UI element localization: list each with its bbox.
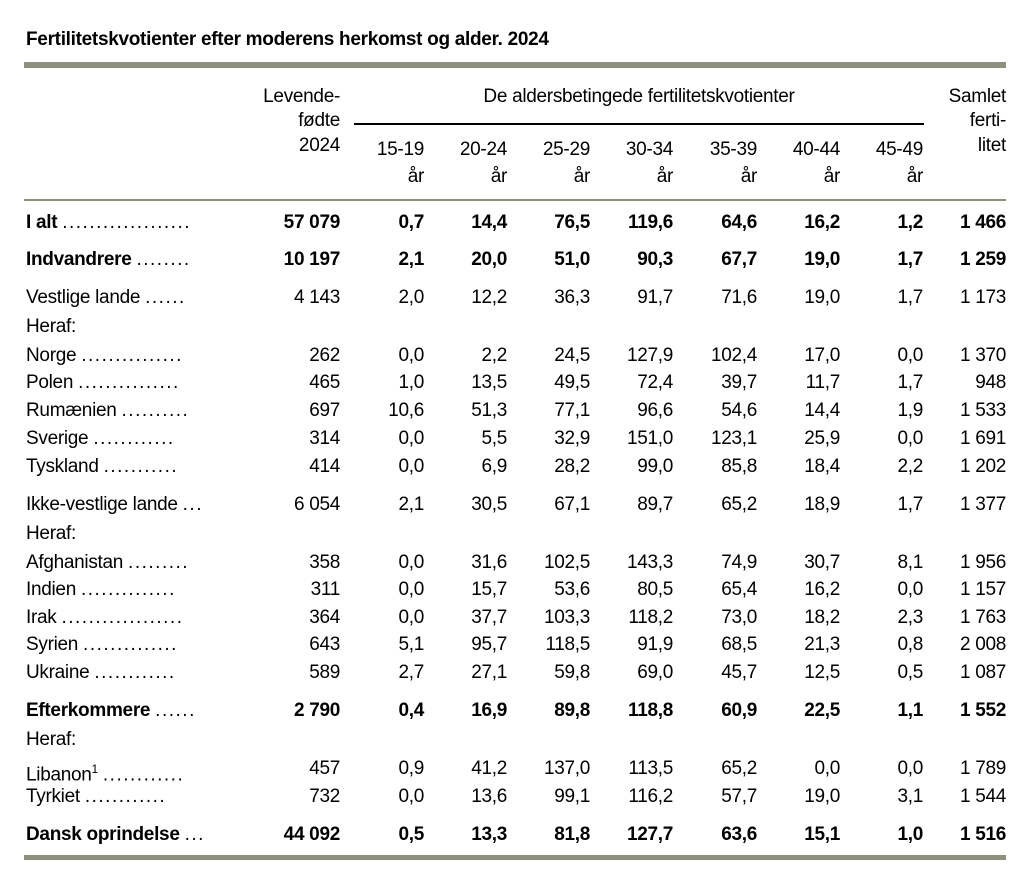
footnote-marker: 1 — [91, 762, 98, 776]
table-cell: 6 054 — [293, 494, 340, 515]
table-cell: 67,1 — [554, 494, 590, 515]
table-cell: 1,0 — [398, 372, 424, 393]
table-cell: 74,9 — [721, 552, 757, 573]
header-age-unit: år — [656, 166, 673, 187]
table-cell: 1 789 — [959, 758, 1006, 779]
row-label — [26, 727, 231, 753]
table-cell: 358 — [309, 552, 340, 573]
table-cell: 12,2 — [471, 287, 507, 308]
table-cell: 4 143 — [293, 287, 340, 308]
table-cell: 22,5 — [804, 700, 840, 721]
table-cell: 19,0 — [804, 786, 840, 807]
leader-dots: .............. — [83, 634, 178, 655]
table-row — [0, 343, 1032, 369]
table-cell: 10 197 — [283, 249, 340, 270]
leader-dots: ............... — [78, 372, 180, 393]
table-cell: 18,4 — [804, 456, 840, 477]
table-cell: 67,7 — [721, 249, 757, 270]
table-row — [0, 247, 1032, 273]
table-cell: 0,0 — [897, 345, 923, 366]
table-cell: 77,1 — [554, 400, 590, 421]
table-cell: 68,5 — [721, 634, 757, 655]
table-cell: 13,5 — [471, 372, 507, 393]
table-cell: 41,2 — [471, 758, 507, 779]
leader-dots: ...... — [145, 287, 186, 308]
table-cell: 99,1 — [554, 786, 590, 807]
table-cell: 45,7 — [721, 662, 757, 683]
table-cell: 0,0 — [897, 758, 923, 779]
table-cell: 72,4 — [637, 372, 673, 393]
table-cell: 414 — [309, 456, 340, 477]
table-cell: 53,6 — [554, 579, 590, 600]
table-cell: 643 — [309, 634, 340, 655]
row-label — [26, 492, 231, 518]
table-cell: 0,0 — [897, 579, 923, 600]
table-cell: 31,6 — [471, 552, 507, 573]
header-age-range: 45-49 — [875, 139, 923, 160]
table-cell: 85,8 — [721, 456, 757, 477]
table-cell: 123,1 — [710, 428, 757, 449]
leader-dots: ... — [182, 494, 203, 515]
header-births-line1: Levende- — [263, 86, 340, 107]
table-cell: 1,7 — [897, 372, 923, 393]
table-cell: 1 956 — [959, 552, 1006, 573]
table-cell: 113,5 — [628, 758, 673, 779]
table-cell: 3,1 — [897, 786, 923, 807]
table-cell: 65,4 — [721, 579, 757, 600]
header-age-range: 20-24 — [459, 139, 507, 160]
table-cell: 18,9 — [804, 494, 840, 515]
leader-dots: ............ — [102, 764, 185, 786]
leader-dots: ........ — [136, 249, 191, 270]
table-cell: 91,9 — [637, 634, 673, 655]
table-cell: 60,9 — [721, 700, 757, 721]
table-row — [0, 550, 1032, 576]
header-age-range: 30-34 — [625, 139, 673, 160]
table-row — [0, 605, 1032, 631]
row-label — [26, 343, 231, 369]
table-cell: 2,0 — [398, 287, 424, 308]
row-label — [26, 210, 231, 236]
table-row — [0, 660, 1032, 686]
table-cell: 5,1 — [398, 634, 424, 655]
row-label-text: Vestlige lande — [26, 287, 141, 308]
table-cell: 1,7 — [897, 287, 923, 308]
table-cell: 18,2 — [804, 607, 840, 628]
table-cell: 2 790 — [293, 700, 340, 721]
table-cell: 262 — [309, 345, 340, 366]
table-cell: 1 691 — [959, 428, 1006, 449]
header-group-rule — [354, 123, 924, 125]
row-label-text: Sverige — [26, 428, 89, 449]
table-cell: 5,5 — [481, 428, 507, 449]
table-cell: 12,5 — [804, 662, 840, 683]
table-cell: 14,4 — [471, 212, 507, 233]
table-cell: 116,2 — [628, 786, 673, 807]
table-cell: 49,5 — [554, 372, 590, 393]
table-cell: 457 — [309, 758, 340, 779]
table-cell: 1 544 — [959, 786, 1006, 807]
header-age-unit: år — [740, 166, 757, 187]
table-cell: 65,2 — [721, 494, 757, 515]
table-cell: 20,0 — [471, 249, 507, 270]
header-total-line3: litet — [977, 135, 1006, 156]
table-cell: 118,2 — [628, 607, 673, 628]
row-label — [26, 605, 231, 631]
table-cell: 13,6 — [471, 786, 507, 807]
header-total-line1: Samlet — [948, 86, 1006, 107]
row-label-text: Indien — [26, 579, 76, 600]
table-row — [0, 426, 1032, 452]
table-cell: 0,9 — [398, 758, 424, 779]
row-label-text: Ikke-vestlige lande — [26, 494, 178, 515]
row-label-text: Indvandrere — [26, 249, 132, 270]
table-cell: 10,6 — [388, 400, 424, 421]
table-cell: 27,1 — [471, 662, 507, 683]
table-cell: 103,3 — [543, 607, 590, 628]
table-cell: 364 — [309, 607, 340, 628]
leader-dots: ........... — [103, 456, 179, 477]
table-cell: 65,2 — [721, 758, 757, 779]
table-row — [0, 398, 1032, 424]
table-cell: 90,3 — [637, 249, 673, 270]
leader-dots: ................... — [62, 212, 192, 233]
row-label-text: Irak — [26, 607, 57, 628]
table-row — [0, 454, 1032, 480]
table-cell: 11,7 — [805, 372, 840, 393]
table-row — [0, 698, 1032, 724]
table-cell: 137,0 — [543, 758, 590, 779]
leader-dots: .............. — [80, 579, 176, 600]
table-cell: 1 763 — [959, 607, 1006, 628]
leader-dots: ... — [184, 824, 205, 845]
row-label — [26, 247, 231, 273]
header-age-range: 40-44 — [792, 139, 840, 160]
table-cell: 0,0 — [897, 428, 923, 449]
table-cell: 30,7 — [804, 552, 840, 573]
table-cell: 0,0 — [398, 456, 424, 477]
table-cell: 36,3 — [554, 287, 590, 308]
table-cell: 1,1 — [897, 700, 923, 721]
row-label — [26, 577, 231, 603]
table-row — [0, 210, 1032, 236]
row-label — [26, 660, 231, 686]
header-age-range: 25-29 — [542, 139, 590, 160]
table-cell: 118,5 — [545, 634, 590, 655]
table-cell: 24,5 — [554, 345, 590, 366]
table-cell: 1 202 — [959, 456, 1006, 477]
table-cell: 1 552 — [959, 700, 1006, 721]
row-label-text: Dansk oprindelse — [26, 824, 180, 845]
table-cell: 54,6 — [721, 400, 757, 421]
table-cell: 1 259 — [959, 249, 1006, 270]
row-label-text: Libanon — [26, 764, 92, 786]
table-cell: 39,7 — [721, 372, 757, 393]
header-age-unit: år — [906, 166, 923, 187]
leader-dots: .......... — [121, 400, 190, 421]
table-cell: 14,4 — [804, 400, 840, 421]
row-label — [26, 822, 231, 848]
table-cell: 15,1 — [804, 824, 840, 845]
table-cell: 28,2 — [554, 456, 590, 477]
table-row — [0, 822, 1032, 848]
table-cell: 697 — [309, 400, 340, 421]
row-label — [26, 314, 231, 340]
row-label-text: Heraf: — [26, 523, 76, 544]
table-row — [0, 370, 1032, 396]
table-cell: 311 — [310, 579, 340, 600]
leader-dots: ............ — [94, 662, 176, 683]
table-cell: 57 079 — [283, 212, 340, 233]
table-cell: 21,3 — [804, 634, 840, 655]
table-cell: 948 — [975, 372, 1006, 393]
header-births-line2: fødte — [298, 110, 340, 131]
header-age-unit: år — [823, 166, 840, 187]
header-age-unit: år — [407, 166, 424, 187]
row-label — [26, 426, 231, 452]
row-label — [26, 632, 231, 658]
table-row — [0, 521, 1032, 547]
table-cell: 1 173 — [959, 287, 1006, 308]
header-age-40-44 — [750, 137, 840, 190]
table-cell: 2,1 — [398, 249, 424, 270]
table-cell: 19,0 — [804, 249, 840, 270]
table-cell: 71,6 — [721, 287, 757, 308]
table-cell: 0,0 — [398, 345, 424, 366]
header-births — [240, 84, 340, 159]
table-cell: 51,0 — [554, 249, 590, 270]
table-cell: 59,8 — [554, 662, 590, 683]
table-cell: 1,2 — [897, 212, 923, 233]
table-row — [0, 314, 1032, 340]
table-title: Fertilitetskvotienter efter moderens herkomst og alder. 2024 — [26, 29, 549, 50]
row-label-text: Tyrkiet — [26, 786, 80, 807]
leader-dots: ............... — [81, 345, 183, 366]
table-cell: 19,0 — [804, 287, 840, 308]
row-label-text: Syrien — [26, 634, 79, 655]
row-label — [26, 398, 231, 424]
table-cell: 73,0 — [721, 607, 757, 628]
table-cell: 8,1 — [897, 552, 923, 573]
header-births-line3: 2024 — [298, 135, 340, 156]
table-cell: 95,7 — [471, 634, 507, 655]
header-age-unit: år — [573, 166, 590, 187]
table-cell: 127,7 — [626, 824, 673, 845]
table-cell: 102,4 — [710, 345, 757, 366]
table-cell: 6,9 — [481, 456, 507, 477]
table-cell: 314 — [309, 428, 340, 449]
table-cell: 89,8 — [554, 700, 590, 721]
row-label — [26, 370, 231, 396]
header-age-45-49 — [833, 137, 923, 190]
header-bottom-rule — [24, 199, 1006, 201]
header-total — [920, 84, 1006, 159]
table-row — [0, 727, 1032, 753]
table-cell: 99,0 — [637, 456, 673, 477]
table-cell: 0,8 — [897, 634, 923, 655]
row-label — [26, 550, 231, 576]
row-label — [26, 285, 231, 311]
table-cell: 127,9 — [626, 345, 673, 366]
leader-dots: ............ — [93, 428, 175, 449]
row-label-text: Tyskland — [26, 456, 99, 477]
table-cell: 465 — [309, 372, 340, 393]
table-cell: 57,7 — [721, 786, 757, 807]
table-cell: 1 516 — [959, 824, 1006, 845]
table-cell: 2,2 — [897, 456, 923, 477]
table-row — [0, 285, 1032, 311]
row-label — [26, 784, 231, 810]
table-cell: 0,0 — [398, 579, 424, 600]
header-age-30-34 — [583, 137, 673, 190]
table-cell: 0,0 — [398, 552, 424, 573]
table-cell: 0,5 — [398, 824, 424, 845]
table-row — [0, 492, 1032, 518]
table-cell: 1,9 — [897, 400, 923, 421]
table-cell: 80,5 — [637, 579, 673, 600]
table-cell: 1,7 — [897, 249, 923, 270]
table-cell: 81,8 — [554, 824, 590, 845]
table-cell: 1 377 — [959, 494, 1006, 515]
table-row — [0, 632, 1032, 658]
row-label — [26, 521, 231, 547]
table-cell: 0,7 — [398, 212, 424, 233]
table-cell: 0,5 — [897, 662, 923, 683]
header-age-range: 15-19 — [376, 139, 424, 160]
table-cell: 96,6 — [637, 400, 673, 421]
table-row — [0, 577, 1032, 603]
table-cell: 0,0 — [398, 786, 424, 807]
table-cell: 1 087 — [959, 662, 1006, 683]
table-cell: 44 092 — [283, 824, 340, 845]
header-age-35-39 — [667, 137, 757, 190]
table-cell: 151,0 — [626, 428, 673, 449]
row-label — [26, 454, 231, 480]
leader-dots: ...... — [155, 700, 196, 721]
table-cell: 63,6 — [721, 824, 757, 845]
table-cell: 0,4 — [398, 700, 424, 721]
header-age-group-label: De aldersbetingede fertilitetskvotienter — [483, 86, 795, 107]
table-cell: 69,0 — [637, 662, 673, 683]
table-cell: 25,9 — [804, 428, 840, 449]
header-age-unit: år — [490, 166, 507, 187]
header-age-range: 35-39 — [709, 139, 757, 160]
table-cell: 143,3 — [626, 552, 673, 573]
top-rule — [24, 62, 1006, 68]
table-cell: 118,8 — [628, 700, 673, 721]
table-cell: 91,7 — [637, 287, 673, 308]
table-cell: 13,3 — [471, 824, 507, 845]
table-cell: 2,2 — [481, 345, 507, 366]
table-cell: 589 — [309, 662, 340, 683]
table-cell: 16,2 — [804, 212, 840, 233]
header-age-25-29 — [500, 137, 590, 190]
row-label-text: Heraf: — [26, 316, 76, 337]
bottom-rule — [24, 855, 1006, 860]
table-cell: 30,5 — [471, 494, 507, 515]
table-cell: 32,9 — [554, 428, 590, 449]
row-label-text: Ukraine — [26, 662, 90, 683]
table-row — [0, 756, 1032, 786]
row-label-text: Norge — [26, 345, 77, 366]
table-cell: 1 370 — [959, 345, 1006, 366]
table-cell: 37,7 — [471, 607, 507, 628]
table-cell: 102,5 — [543, 552, 590, 573]
row-label-text: I alt — [26, 212, 58, 233]
header-total-line2: ferti- — [969, 110, 1006, 131]
row-label-text: Efterkommere — [26, 700, 151, 721]
table-cell: 15,7 — [471, 579, 507, 600]
table-cell: 2 008 — [959, 634, 1006, 655]
leader-dots: .................. — [61, 607, 184, 628]
table-cell: 17,0 — [804, 345, 840, 366]
table-cell: 2,1 — [398, 494, 424, 515]
table-cell: 51,3 — [471, 400, 507, 421]
table-cell: 0,0 — [814, 758, 840, 779]
leader-dots: ............ — [84, 786, 167, 807]
table-row — [0, 784, 1032, 810]
row-label-text: Rumænien — [26, 400, 117, 421]
table-cell: 2,3 — [897, 607, 923, 628]
table-cell: 16,9 — [471, 700, 507, 721]
table-cell: 2,7 — [398, 662, 424, 683]
table-cell: 0,0 — [398, 428, 424, 449]
table-cell: 119,6 — [628, 212, 673, 233]
table-cell: 16,2 — [804, 579, 840, 600]
table-cell: 64,6 — [721, 212, 757, 233]
table-cell: 1,0 — [897, 824, 923, 845]
header-age-20-24 — [417, 137, 507, 190]
table-cell: 1 157 — [959, 579, 1006, 600]
row-label-text: Afghanistan — [26, 552, 124, 573]
row-label-text: Heraf: — [26, 729, 76, 750]
row-label — [26, 698, 231, 724]
table-cell: 89,7 — [637, 494, 673, 515]
header-age-15-19 — [334, 137, 424, 190]
table-cell: 732 — [309, 786, 340, 807]
table-cell: 0,0 — [398, 607, 424, 628]
table-cell: 76,5 — [554, 212, 590, 233]
table-cell: 1,7 — [897, 494, 923, 515]
row-label-text: Polen — [26, 372, 74, 393]
leader-dots: ......... — [128, 552, 190, 573]
table-cell: 1 466 — [959, 212, 1006, 233]
table-cell: 1 533 — [959, 400, 1006, 421]
